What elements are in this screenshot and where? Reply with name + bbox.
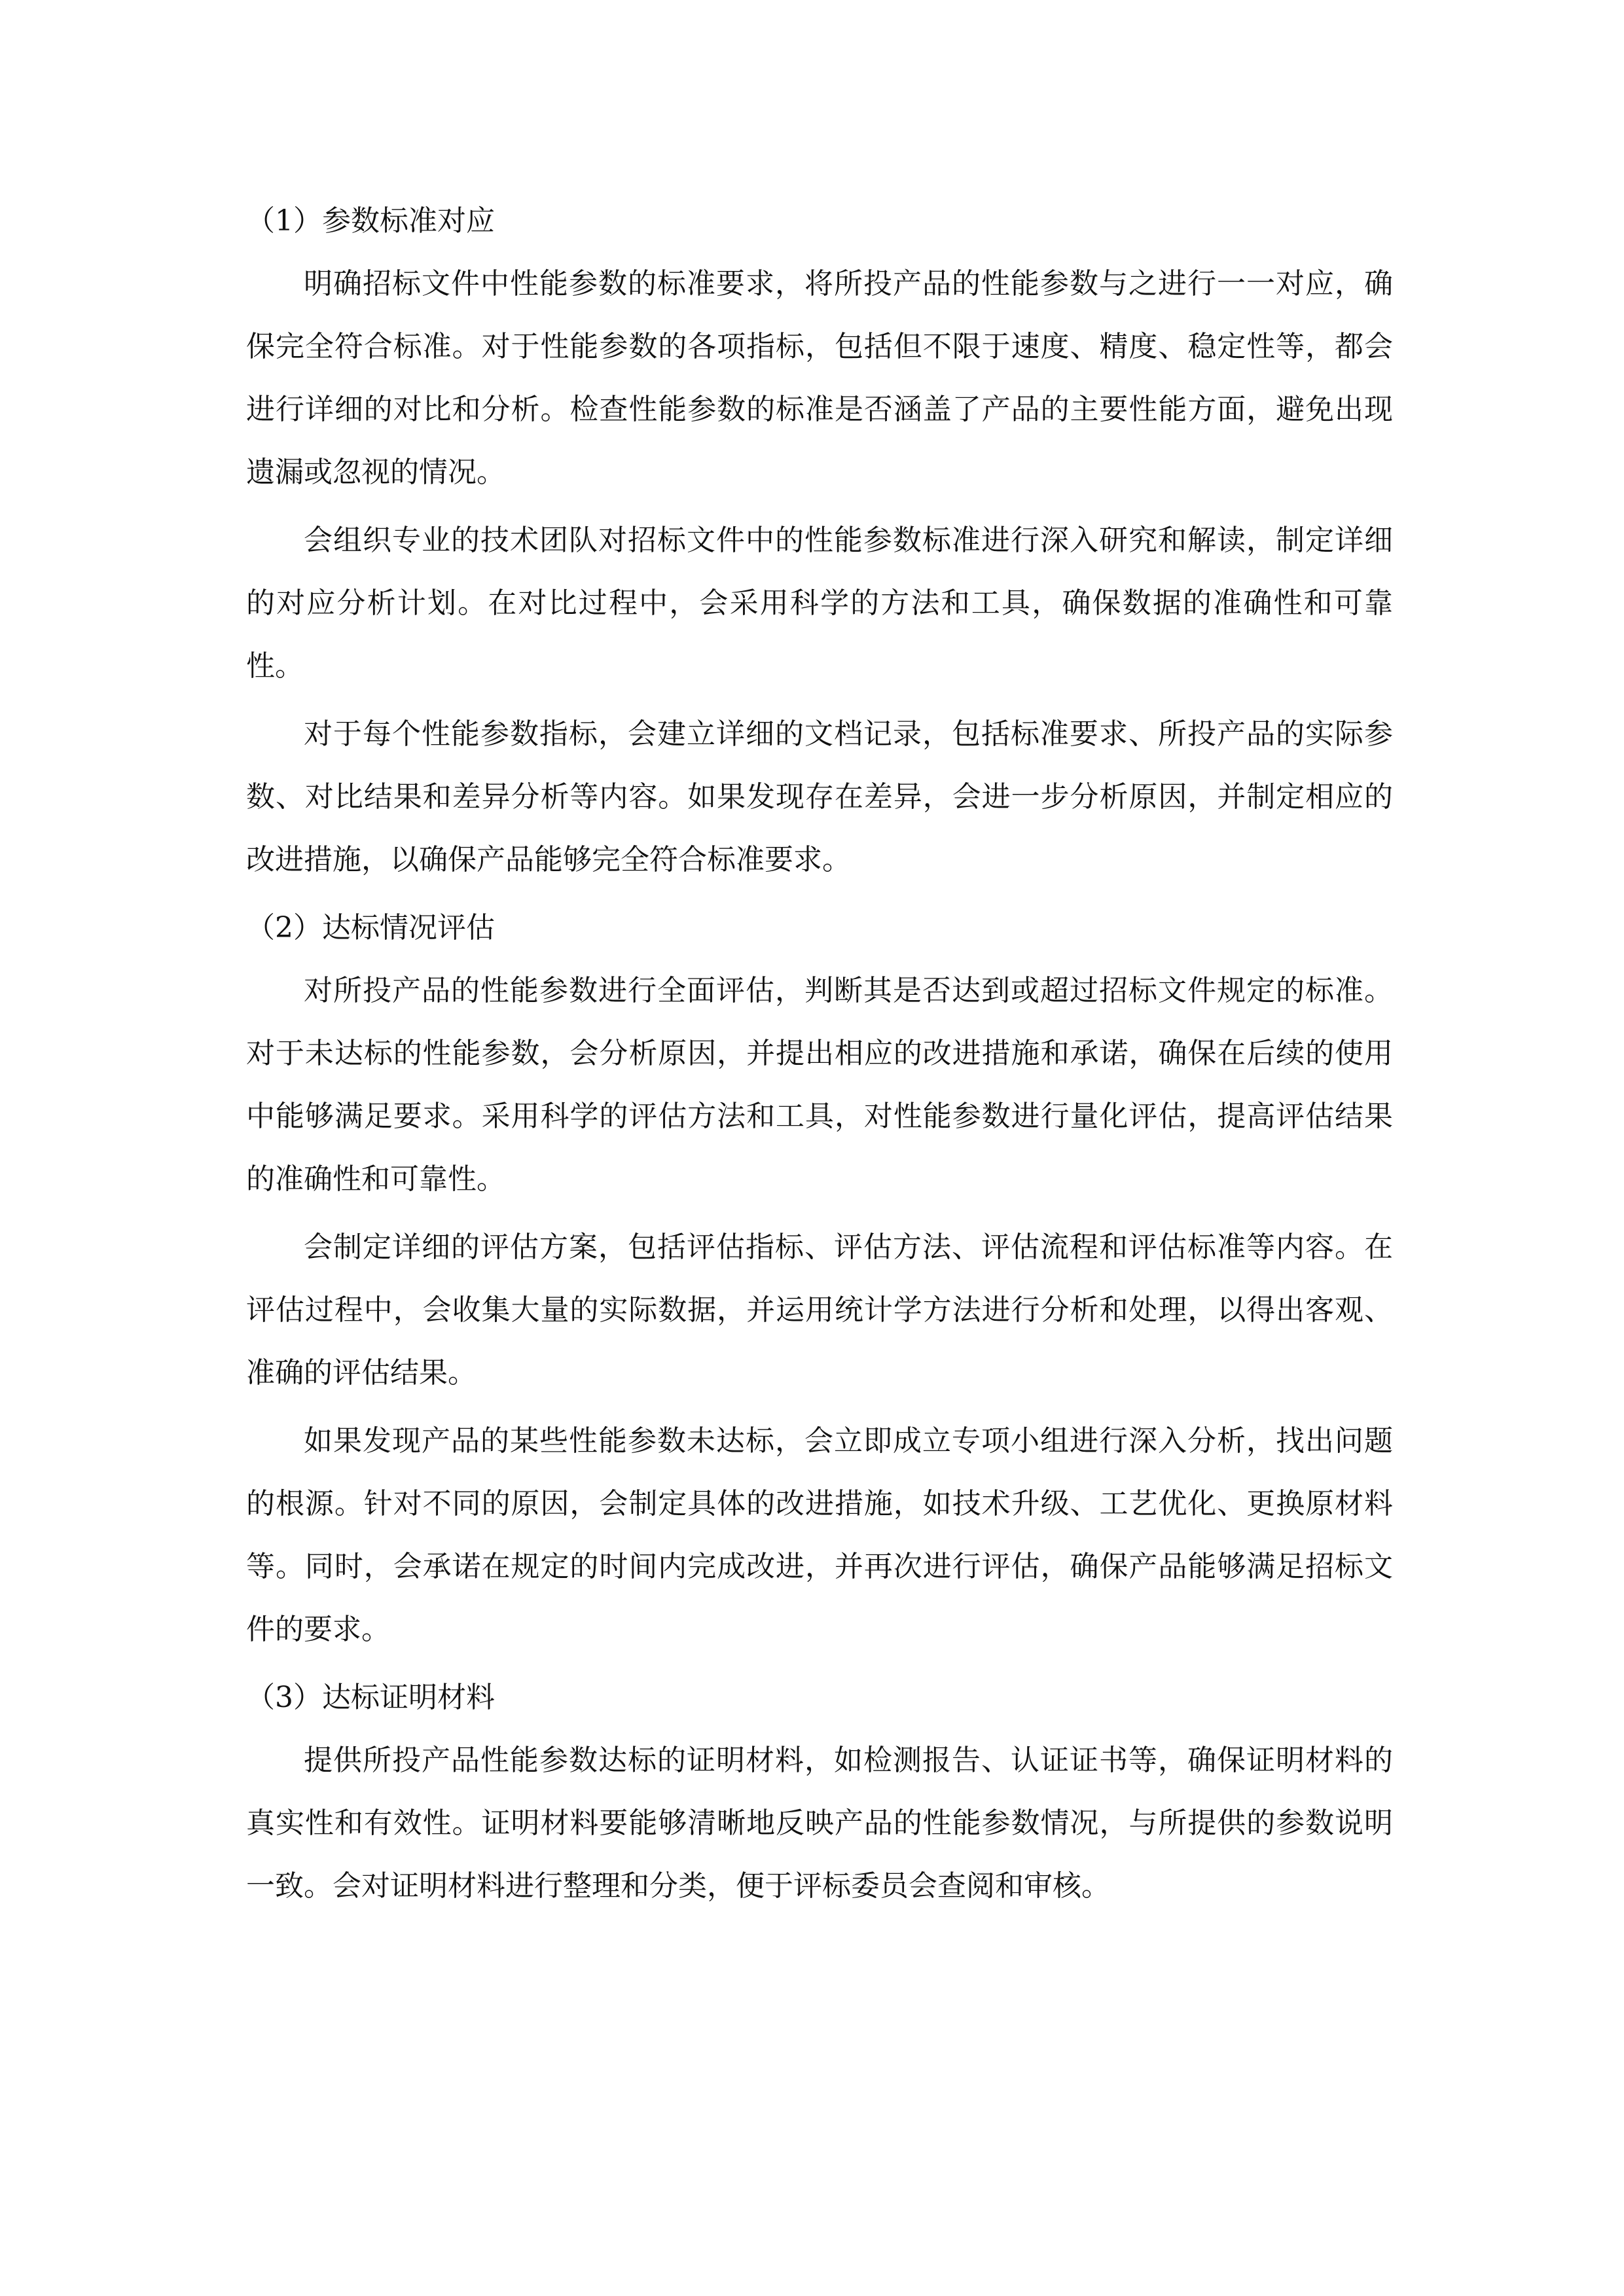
- paragraph: 会制定详细的评估方案，包括评估指标、评估方法、评估流程和评估标准等内容。在评估过程中，会收集大量的实际数据，并运用统计学方法进行分析和处理，以得出客观、准确的评估结果。: [246, 1230, 1393, 1390]
- section-parameter-standard: [246, 190, 1393, 891]
- section-compliance-assessment: [246, 897, 1393, 1661]
- document-body: [246, 190, 1393, 1923]
- paragraph: 会组织专业的技术团队对招标文件中的性能参数标准进行深入研究和解读，制定详细的对应分析计划。在对比过程中，会采用科学的方法和工具，确保数据的准确性和可靠性。: [246, 524, 1393, 683]
- paragraph: 对于每个性能参数指标，会建立详细的文档记录，包括标准要求、所投产品的实际参数、对比结果和差异分析等内容。如果发现存在差异，会进一步分析原因，并制定相应的改进措施，以确保产品能够完全符合标准要求。: [246, 717, 1393, 876]
- paragraph: 对所投产品的性能参数进行全面评估，判断其是否达到或超过招标文件规定的标准。对于未达标的性能参数，会分析原因，并提出相应的改进措施和承诺，确保在后续的使用中能够满足要求。采用科学的评估方法和工具，对性能参数进行量化评估，提高评估结果的准确性和可靠性。: [246, 974, 1393, 1196]
- paragraph: 提供所投产品性能参数达标的证明材料，如检测报告、认证证书等，确保证明材料的真实性和有效性。证明材料要能够清晰地反映产品的性能参数情况，与所提供的参数说明一致。会对证明材料进行整理和分类，便于评标委员会查阅和审核。: [246, 1744, 1393, 1903]
- paragraph: 明确招标文件中性能参数的标准要求，将所投产品的性能参数与之进行一一对应，确保完全符合标准。对于性能参数的各项指标，包括但不限于速度、精度、稳定性等，都会进行详细的对比和分析。检查性能参数的标准是否涵盖了产品的主要性能方面，避免出现遗漏或忽视的情况。: [246, 267, 1393, 489]
- section-heading: （3）达标证明材料: [246, 1681, 495, 1714]
- section-heading: （1）参数标准对应: [246, 204, 495, 238]
- paragraph: 如果发现产品的某些性能参数未达标，会立即成立专项小组进行深入分析，找出问题的根源。针对不同的原因，会制定具体的改进措施，如技术升级、工艺优化、更换原材料等。同时，会承诺在规定的时间内完成改进，并再次进行评估，确保产品能够满足招标文件的要求。: [246, 1424, 1393, 1646]
- section-heading: （2）达标情况评估: [246, 911, 495, 944]
- section-compliance-evidence: [246, 1666, 1393, 1918]
